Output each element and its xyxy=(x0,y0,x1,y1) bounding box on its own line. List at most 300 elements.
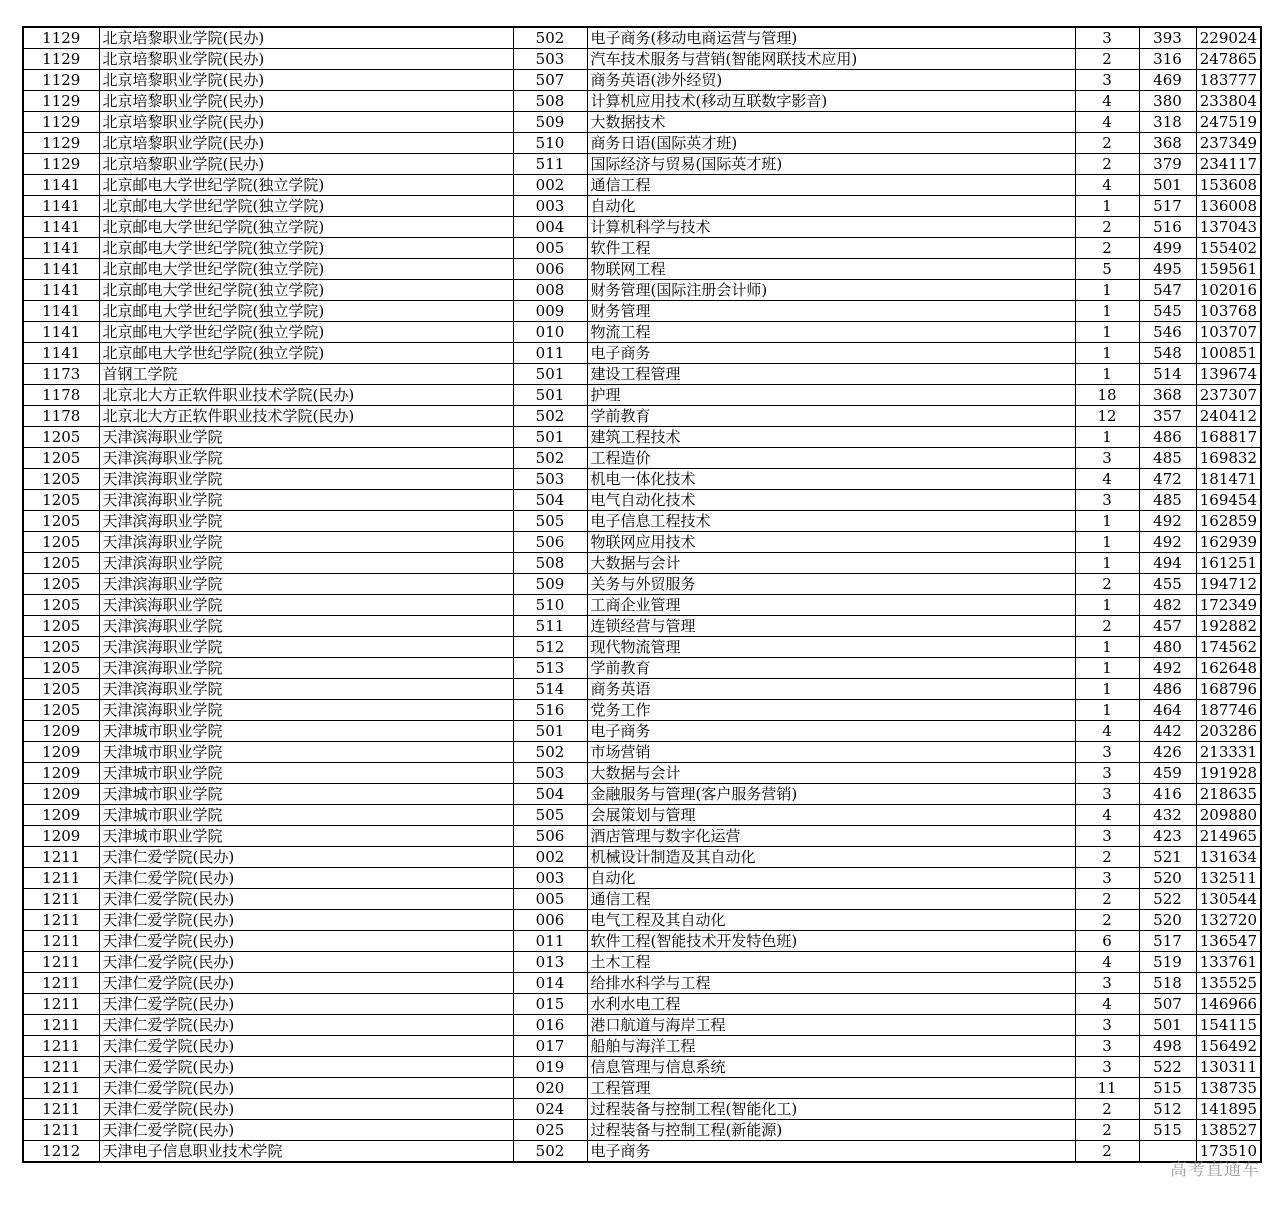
table-row xyxy=(23,196,1261,217)
school-code-cell: 1205 xyxy=(23,490,99,511)
min-score-cell: 522 xyxy=(1139,889,1196,910)
plan-count-cell: 1 xyxy=(1075,196,1139,217)
min-rank-cell: 192882 xyxy=(1196,616,1261,637)
admission-score-table xyxy=(22,26,1262,1163)
major-name-cell: 大数据与会计 xyxy=(587,553,1075,574)
school-name-cell: 天津滨海职业学院 xyxy=(99,427,513,448)
major-code-cell: 004 xyxy=(513,217,587,238)
min-score-cell: 515 xyxy=(1139,1078,1196,1099)
school-name-cell: 天津城市职业学院 xyxy=(99,742,513,763)
table-row xyxy=(23,301,1261,322)
table-row xyxy=(23,616,1261,637)
school-code-cell: 1129 xyxy=(23,49,99,70)
school-code-cell: 1205 xyxy=(23,469,99,490)
school-code-cell: 1129 xyxy=(23,133,99,154)
major-name-cell: 电子商务 xyxy=(587,721,1075,742)
plan-count-cell: 2 xyxy=(1075,217,1139,238)
min-score-cell: 492 xyxy=(1139,511,1196,532)
school-code-cell: 1205 xyxy=(23,700,99,721)
min-score-cell: 514 xyxy=(1139,364,1196,385)
plan-count-cell: 4 xyxy=(1075,91,1139,112)
plan-count-cell: 1 xyxy=(1075,343,1139,364)
major-code-cell: 503 xyxy=(513,763,587,784)
min-rank-cell: 133761 xyxy=(1196,952,1261,973)
school-code-cell: 1209 xyxy=(23,784,99,805)
min-score-cell: 368 xyxy=(1139,133,1196,154)
plan-count-cell: 1 xyxy=(1075,511,1139,532)
min-score-cell: 357 xyxy=(1139,406,1196,427)
major-name-cell: 金融服务与管理(客户服务营销) xyxy=(587,784,1075,805)
major-name-cell: 大数据技术 xyxy=(587,112,1075,133)
major-code-cell: 025 xyxy=(513,1120,587,1141)
major-name-cell: 软件工程 xyxy=(587,238,1075,259)
table-row xyxy=(23,700,1261,721)
min-rank-cell: 169454 xyxy=(1196,490,1261,511)
table-row xyxy=(23,931,1261,952)
school-name-cell: 北京邮电大学世纪学院(独立学院) xyxy=(99,217,513,238)
major-code-cell: 009 xyxy=(513,301,587,322)
school-name-cell: 天津滨海职业学院 xyxy=(99,448,513,469)
table-row xyxy=(23,679,1261,700)
major-code-cell: 005 xyxy=(513,889,587,910)
table-row xyxy=(23,112,1261,133)
major-name-cell: 护理 xyxy=(587,385,1075,406)
table-row xyxy=(23,91,1261,112)
min-rank-cell: 162939 xyxy=(1196,532,1261,553)
major-name-cell: 电气工程及其自动化 xyxy=(587,910,1075,931)
plan-count-cell: 1 xyxy=(1075,301,1139,322)
school-name-cell: 北京培黎职业学院(民办) xyxy=(99,49,513,70)
school-name-cell: 天津仁爱学院(民办) xyxy=(99,994,513,1015)
school-name-cell: 天津电子信息职业技术学院 xyxy=(99,1141,513,1163)
table-row xyxy=(23,910,1261,931)
min-rank-cell: 138735 xyxy=(1196,1078,1261,1099)
table-row xyxy=(23,658,1261,679)
plan-count-cell: 18 xyxy=(1075,385,1139,406)
major-name-cell: 商务日语(国际英才班) xyxy=(587,133,1075,154)
plan-count-cell: 3 xyxy=(1075,742,1139,763)
plan-count-cell: 2 xyxy=(1075,133,1139,154)
min-rank-cell: 161251 xyxy=(1196,553,1261,574)
major-name-cell: 计算机科学与技术 xyxy=(587,217,1075,238)
school-code-cell: 1205 xyxy=(23,448,99,469)
major-code-cell: 006 xyxy=(513,910,587,931)
school-name-cell: 天津滨海职业学院 xyxy=(99,511,513,532)
school-name-cell: 北京邮电大学世纪学院(独立学院) xyxy=(99,343,513,364)
major-code-cell: 502 xyxy=(513,406,587,427)
major-code-cell: 020 xyxy=(513,1078,587,1099)
school-name-cell: 北京培黎职业学院(民办) xyxy=(99,112,513,133)
min-score-cell: 515 xyxy=(1139,1120,1196,1141)
min-score-cell: 426 xyxy=(1139,742,1196,763)
min-rank-cell: 102016 xyxy=(1196,280,1261,301)
major-name-cell: 连锁经营与管理 xyxy=(587,616,1075,637)
major-name-cell: 财务管理(国际注册会计师) xyxy=(587,280,1075,301)
school-name-cell: 天津仁爱学院(民办) xyxy=(99,1099,513,1120)
table-row xyxy=(23,889,1261,910)
major-name-cell: 现代物流管理 xyxy=(587,637,1075,658)
school-name-cell: 天津滨海职业学院 xyxy=(99,553,513,574)
min-score-cell: 545 xyxy=(1139,301,1196,322)
table-row xyxy=(23,322,1261,343)
min-rank-cell: 135525 xyxy=(1196,973,1261,994)
school-name-cell: 北京培黎职业学院(民办) xyxy=(99,70,513,91)
school-name-cell: 北京培黎职业学院(民办) xyxy=(99,133,513,154)
min-score-cell: 517 xyxy=(1139,931,1196,952)
min-rank-cell: 169832 xyxy=(1196,448,1261,469)
min-score-cell: 501 xyxy=(1139,1015,1196,1036)
plan-count-cell: 3 xyxy=(1075,826,1139,847)
plan-count-cell: 1 xyxy=(1075,322,1139,343)
school-code-cell: 1141 xyxy=(23,175,99,196)
min-rank-cell: 209880 xyxy=(1196,805,1261,826)
major-name-cell: 电子商务 xyxy=(587,343,1075,364)
plan-count-cell: 3 xyxy=(1075,784,1139,805)
table-row xyxy=(23,133,1261,154)
min-score-cell: 469 xyxy=(1139,70,1196,91)
major-name-cell: 通信工程 xyxy=(587,889,1075,910)
school-name-cell: 首钢工学院 xyxy=(99,364,513,385)
table-row xyxy=(23,805,1261,826)
table-row xyxy=(23,1036,1261,1057)
table-row xyxy=(23,406,1261,427)
major-name-cell: 党务工作 xyxy=(587,700,1075,721)
school-code-cell: 1141 xyxy=(23,259,99,280)
school-name-cell: 天津仁爱学院(民办) xyxy=(99,931,513,952)
plan-count-cell: 1 xyxy=(1075,280,1139,301)
major-code-cell: 502 xyxy=(513,27,587,49)
major-name-cell: 酒店管理与数字化运营 xyxy=(587,826,1075,847)
min-score-cell: 519 xyxy=(1139,952,1196,973)
major-name-cell: 物联网工程 xyxy=(587,259,1075,280)
major-code-cell: 014 xyxy=(513,973,587,994)
table-row xyxy=(23,868,1261,889)
table-row xyxy=(23,952,1261,973)
min-rank-cell: 234117 xyxy=(1196,154,1261,175)
major-code-cell: 506 xyxy=(513,826,587,847)
plan-count-cell: 4 xyxy=(1075,994,1139,1015)
school-name-cell: 北京邮电大学世纪学院(独立学院) xyxy=(99,322,513,343)
plan-count-cell: 4 xyxy=(1075,805,1139,826)
min-rank-cell: 229024 xyxy=(1196,27,1261,49)
major-code-cell: 501 xyxy=(513,721,587,742)
school-code-cell: 1211 xyxy=(23,952,99,973)
min-rank-cell: 187746 xyxy=(1196,700,1261,721)
school-code-cell: 1211 xyxy=(23,1120,99,1141)
min-score-cell: 442 xyxy=(1139,721,1196,742)
major-code-cell: 003 xyxy=(513,868,587,889)
min-score-cell: 546 xyxy=(1139,322,1196,343)
major-code-cell: 511 xyxy=(513,154,587,175)
major-name-cell: 船舶与海洋工程 xyxy=(587,1036,1075,1057)
school-name-cell: 天津滨海职业学院 xyxy=(99,616,513,637)
min-rank-cell: 162859 xyxy=(1196,511,1261,532)
min-score-cell: 485 xyxy=(1139,448,1196,469)
table-row xyxy=(23,763,1261,784)
major-name-cell: 工程造价 xyxy=(587,448,1075,469)
plan-count-cell: 2 xyxy=(1075,847,1139,868)
school-name-cell: 北京邮电大学世纪学院(独立学院) xyxy=(99,238,513,259)
min-rank-cell: 237349 xyxy=(1196,133,1261,154)
school-code-cell: 1209 xyxy=(23,721,99,742)
min-rank-cell: 247519 xyxy=(1196,112,1261,133)
plan-count-cell: 2 xyxy=(1075,616,1139,637)
school-name-cell: 天津仁爱学院(民办) xyxy=(99,868,513,889)
school-name-cell: 北京培黎职业学院(民办) xyxy=(99,91,513,112)
school-code-cell: 1141 xyxy=(23,217,99,238)
major-code-cell: 019 xyxy=(513,1057,587,1078)
min-score-cell: 512 xyxy=(1139,1099,1196,1120)
min-score-cell: 492 xyxy=(1139,658,1196,679)
school-code-cell: 1211 xyxy=(23,931,99,952)
table-row xyxy=(23,595,1261,616)
min-score-cell: 486 xyxy=(1139,427,1196,448)
min-score-cell: 485 xyxy=(1139,490,1196,511)
school-code-cell: 1129 xyxy=(23,112,99,133)
plan-count-cell: 3 xyxy=(1075,70,1139,91)
min-rank-cell: 137043 xyxy=(1196,217,1261,238)
school-name-cell: 天津滨海职业学院 xyxy=(99,700,513,721)
major-code-cell: 015 xyxy=(513,994,587,1015)
min-score-cell: 423 xyxy=(1139,826,1196,847)
table-row xyxy=(23,70,1261,91)
table-row xyxy=(23,238,1261,259)
min-rank-cell: 240412 xyxy=(1196,406,1261,427)
table-row xyxy=(23,259,1261,280)
min-score-cell: 318 xyxy=(1139,112,1196,133)
min-score-cell: 520 xyxy=(1139,910,1196,931)
plan-count-cell: 4 xyxy=(1075,175,1139,196)
plan-count-cell: 1 xyxy=(1075,553,1139,574)
min-score-cell: 495 xyxy=(1139,259,1196,280)
plan-count-cell: 1 xyxy=(1075,427,1139,448)
school-code-cell: 1211 xyxy=(23,1015,99,1036)
school-name-cell: 北京培黎职业学院(民办) xyxy=(99,154,513,175)
school-name-cell: 天津滨海职业学院 xyxy=(99,490,513,511)
table-row xyxy=(23,448,1261,469)
major-code-cell: 024 xyxy=(513,1099,587,1120)
table-row xyxy=(23,532,1261,553)
major-name-cell: 土木工程 xyxy=(587,952,1075,973)
min-score-cell: 379 xyxy=(1139,154,1196,175)
min-rank-cell: 213331 xyxy=(1196,742,1261,763)
major-name-cell: 软件工程(智能技术开发特色班) xyxy=(587,931,1075,952)
plan-count-cell: 2 xyxy=(1075,238,1139,259)
table-row xyxy=(23,490,1261,511)
major-code-cell: 506 xyxy=(513,532,587,553)
min-score-cell: 472 xyxy=(1139,469,1196,490)
table-row xyxy=(23,1057,1261,1078)
school-name-cell: 天津滨海职业学院 xyxy=(99,574,513,595)
plan-count-cell: 3 xyxy=(1075,1036,1139,1057)
school-code-cell: 1141 xyxy=(23,238,99,259)
major-code-cell: 509 xyxy=(513,574,587,595)
major-name-cell: 水利水电工程 xyxy=(587,994,1075,1015)
major-code-cell: 010 xyxy=(513,322,587,343)
major-code-cell: 503 xyxy=(513,469,587,490)
major-name-cell: 学前教育 xyxy=(587,406,1075,427)
watermark: 高考直通车 xyxy=(1170,1160,1260,1180)
school-code-cell: 1205 xyxy=(23,679,99,700)
school-name-cell: 天津滨海职业学院 xyxy=(99,532,513,553)
school-name-cell: 天津仁爱学院(民办) xyxy=(99,1015,513,1036)
plan-count-cell: 2 xyxy=(1075,889,1139,910)
plan-count-cell: 2 xyxy=(1075,1120,1139,1141)
major-code-cell: 502 xyxy=(513,742,587,763)
major-name-cell: 给排水科学与工程 xyxy=(587,973,1075,994)
min-score-cell: 380 xyxy=(1139,91,1196,112)
min-score-cell: 520 xyxy=(1139,868,1196,889)
school-code-cell: 1211 xyxy=(23,1078,99,1099)
major-code-cell: 011 xyxy=(513,931,587,952)
school-code-cell: 1129 xyxy=(23,91,99,112)
major-name-cell: 市场营销 xyxy=(587,742,1075,763)
plan-count-cell: 2 xyxy=(1075,1099,1139,1120)
school-code-cell: 1205 xyxy=(23,553,99,574)
major-code-cell: 514 xyxy=(513,679,587,700)
major-name-cell: 大数据与会计 xyxy=(587,763,1075,784)
major-name-cell: 电子商务 xyxy=(587,1141,1075,1163)
school-name-cell: 天津城市职业学院 xyxy=(99,784,513,805)
major-code-cell: 511 xyxy=(513,616,587,637)
school-code-cell: 1211 xyxy=(23,1036,99,1057)
plan-count-cell: 4 xyxy=(1075,112,1139,133)
school-name-cell: 天津仁爱学院(民办) xyxy=(99,1078,513,1099)
plan-count-cell: 1 xyxy=(1075,637,1139,658)
school-code-cell: 1209 xyxy=(23,805,99,826)
table-row xyxy=(23,742,1261,763)
plan-count-cell: 4 xyxy=(1075,469,1139,490)
major-code-cell: 509 xyxy=(513,112,587,133)
major-name-cell: 自动化 xyxy=(587,196,1075,217)
min-score-cell: 547 xyxy=(1139,280,1196,301)
major-code-cell: 504 xyxy=(513,490,587,511)
min-score-cell: 432 xyxy=(1139,805,1196,826)
min-rank-cell: 131634 xyxy=(1196,847,1261,868)
plan-count-cell: 1 xyxy=(1075,700,1139,721)
school-name-cell: 天津仁爱学院(民办) xyxy=(99,1036,513,1057)
table-body xyxy=(23,27,1261,1162)
school-name-cell: 天津城市职业学院 xyxy=(99,721,513,742)
major-name-cell: 过程装备与控制工程(智能化工) xyxy=(587,1099,1075,1120)
min-score-cell: 393 xyxy=(1139,27,1196,49)
major-name-cell: 信息管理与信息系统 xyxy=(587,1057,1075,1078)
table-row xyxy=(23,553,1261,574)
school-code-cell: 1205 xyxy=(23,427,99,448)
school-name-cell: 北京培黎职业学院(民办) xyxy=(99,27,513,49)
plan-count-cell: 1 xyxy=(1075,658,1139,679)
min-rank-cell: 233804 xyxy=(1196,91,1261,112)
plan-count-cell: 2 xyxy=(1075,1141,1139,1163)
min-rank-cell: 172349 xyxy=(1196,595,1261,616)
min-score-cell: 316 xyxy=(1139,49,1196,70)
min-rank-cell: 155402 xyxy=(1196,238,1261,259)
plan-count-cell: 3 xyxy=(1075,973,1139,994)
major-name-cell: 工商企业管理 xyxy=(587,595,1075,616)
plan-count-cell: 3 xyxy=(1075,763,1139,784)
min-rank-cell: 132720 xyxy=(1196,910,1261,931)
min-rank-cell: 173510 xyxy=(1196,1141,1261,1163)
min-rank-cell: 181471 xyxy=(1196,469,1261,490)
major-code-cell: 501 xyxy=(513,385,587,406)
table-row xyxy=(23,973,1261,994)
min-rank-cell: 132511 xyxy=(1196,868,1261,889)
major-name-cell: 汽车技术服务与营销(智能网联技术应用) xyxy=(587,49,1075,70)
major-code-cell: 505 xyxy=(513,511,587,532)
school-name-cell: 天津仁爱学院(民办) xyxy=(99,973,513,994)
plan-count-cell: 2 xyxy=(1075,49,1139,70)
major-name-cell: 会展策划与管理 xyxy=(587,805,1075,826)
min-rank-cell: 214965 xyxy=(1196,826,1261,847)
major-code-cell: 516 xyxy=(513,700,587,721)
school-name-cell: 天津滨海职业学院 xyxy=(99,679,513,700)
min-rank-cell: 159561 xyxy=(1196,259,1261,280)
table-row xyxy=(23,343,1261,364)
min-score-cell: 498 xyxy=(1139,1036,1196,1057)
min-score-cell: 517 xyxy=(1139,196,1196,217)
school-code-cell: 1211 xyxy=(23,994,99,1015)
plan-count-cell: 5 xyxy=(1075,259,1139,280)
school-code-cell: 1129 xyxy=(23,154,99,175)
plan-count-cell: 2 xyxy=(1075,574,1139,595)
min-rank-cell: 130544 xyxy=(1196,889,1261,910)
plan-count-cell: 3 xyxy=(1075,490,1139,511)
school-code-cell: 1211 xyxy=(23,889,99,910)
min-score-cell: 480 xyxy=(1139,637,1196,658)
major-code-cell: 013 xyxy=(513,952,587,973)
table-row xyxy=(23,385,1261,406)
school-name-cell: 天津仁爱学院(民办) xyxy=(99,1057,513,1078)
plan-count-cell: 6 xyxy=(1075,931,1139,952)
major-name-cell: 电气自动化技术 xyxy=(587,490,1075,511)
major-name-cell: 商务英语 xyxy=(587,679,1075,700)
major-name-cell: 机械设计制造及其自动化 xyxy=(587,847,1075,868)
major-code-cell: 006 xyxy=(513,259,587,280)
school-code-cell: 1211 xyxy=(23,847,99,868)
min-rank-cell: 183777 xyxy=(1196,70,1261,91)
min-rank-cell: 237307 xyxy=(1196,385,1261,406)
major-code-cell: 002 xyxy=(513,847,587,868)
min-rank-cell: 146966 xyxy=(1196,994,1261,1015)
major-name-cell: 自动化 xyxy=(587,868,1075,889)
plan-count-cell: 3 xyxy=(1075,1057,1139,1078)
school-name-cell: 天津滨海职业学院 xyxy=(99,469,513,490)
table-row xyxy=(23,847,1261,868)
major-code-cell: 507 xyxy=(513,70,587,91)
major-code-cell: 513 xyxy=(513,658,587,679)
major-code-cell: 512 xyxy=(513,637,587,658)
plan-count-cell: 4 xyxy=(1075,952,1139,973)
min-rank-cell: 174562 xyxy=(1196,637,1261,658)
major-code-cell: 008 xyxy=(513,280,587,301)
major-name-cell: 物联网应用技术 xyxy=(587,532,1075,553)
major-name-cell: 过程装备与控制工程(新能源) xyxy=(587,1120,1075,1141)
major-code-cell: 505 xyxy=(513,805,587,826)
school-code-cell: 1205 xyxy=(23,637,99,658)
school-name-cell: 北京邮电大学世纪学院(独立学院) xyxy=(99,175,513,196)
major-code-cell: 508 xyxy=(513,91,587,112)
table-row xyxy=(23,49,1261,70)
table-row xyxy=(23,364,1261,385)
min-score-cell: 516 xyxy=(1139,217,1196,238)
table-row xyxy=(23,1015,1261,1036)
min-score-cell: 368 xyxy=(1139,385,1196,406)
min-score-cell: 486 xyxy=(1139,679,1196,700)
school-name-cell: 天津城市职业学院 xyxy=(99,805,513,826)
plan-count-cell: 12 xyxy=(1075,406,1139,427)
min-score-cell: 521 xyxy=(1139,847,1196,868)
school-code-cell: 1211 xyxy=(23,868,99,889)
